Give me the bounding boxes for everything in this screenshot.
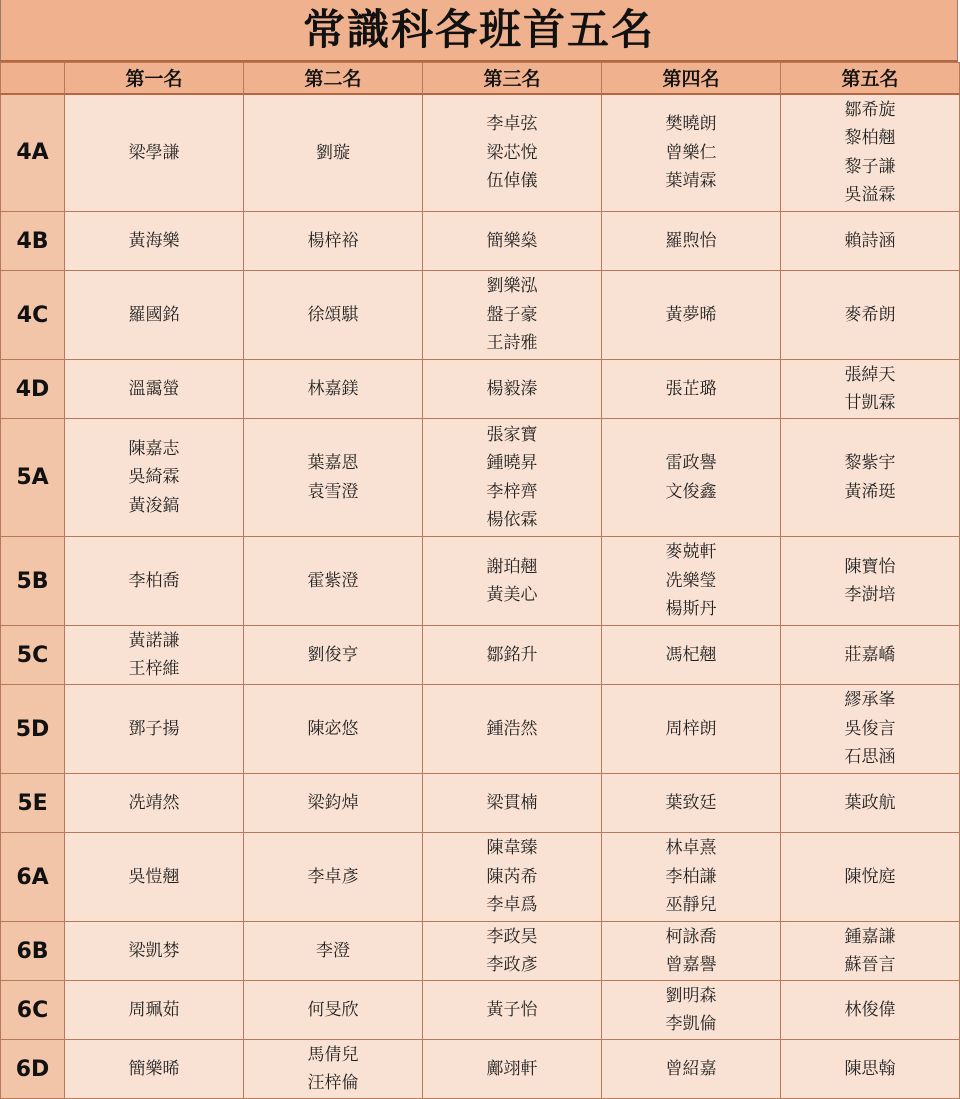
student-name: 劉璇 (316, 142, 350, 163)
name-list (602, 110, 780, 196)
name-list (423, 375, 601, 404)
student-name: 陳悅庭 (844, 866, 896, 887)
place-cell-third (423, 271, 602, 360)
student-name: 梁貫楠 (486, 792, 538, 813)
name-list (781, 789, 959, 818)
student-name: 陳芮希 (486, 866, 538, 887)
student-name: 周珮茹 (128, 999, 180, 1020)
place-cell-third (423, 94, 602, 212)
student-name: 李政彥 (486, 955, 538, 975)
class-label: 5D (1, 685, 65, 774)
student-name: 鄺翊軒 (486, 1058, 538, 1079)
student-name: 楊梓裕 (307, 230, 359, 251)
student-name: 黃諾謙 (128, 630, 180, 651)
place-cell-second (244, 212, 423, 271)
place-cell-fifth (781, 626, 960, 685)
student-name: 鄒希旋 (844, 99, 896, 120)
class-label: 5C (1, 626, 65, 685)
name-list (781, 863, 959, 892)
place-cell-second (244, 626, 423, 685)
place-cell-fifth (781, 94, 960, 212)
header-row (1, 63, 960, 94)
place-cell-fifth (781, 833, 960, 922)
class-label: 5E (1, 774, 65, 833)
place-cell-first (65, 1040, 244, 1099)
place-cell-third (423, 774, 602, 833)
name-list (781, 1055, 959, 1084)
student-name: 陳宓悠 (307, 718, 359, 739)
place-cell-first (65, 685, 244, 774)
student-name: 曾樂仁 (665, 142, 717, 163)
student-name: 麥兢軒 (665, 542, 717, 563)
name-list (602, 982, 780, 1039)
student-name: 石思涵 (844, 747, 896, 768)
name-list (602, 715, 780, 744)
student-name: 葉嘉恩 (307, 453, 359, 473)
student-name: 黃夢晞 (665, 304, 717, 325)
name-list (423, 996, 601, 1025)
name-list (602, 449, 780, 506)
place-cell-third (423, 626, 602, 685)
name-list (781, 923, 959, 980)
student-name: 莊嘉嶠 (844, 644, 896, 665)
place-cell-third (423, 833, 602, 922)
student-name: 黎紫宇 (844, 453, 896, 473)
table-row (1, 981, 960, 1040)
class-label: 4C (1, 271, 65, 360)
name-list (244, 567, 422, 596)
student-name: 盤子豪 (486, 304, 538, 325)
place-cell-first (65, 626, 244, 685)
name-list (65, 937, 243, 966)
student-name: 李凱倫 (665, 1014, 717, 1034)
student-name: 林卓熹 (665, 838, 717, 859)
name-list (423, 789, 601, 818)
name-list (602, 227, 780, 256)
student-name: 黃美心 (486, 585, 538, 605)
student-name: 冼靖然 (128, 792, 180, 813)
name-list (781, 301, 959, 330)
name-list (423, 923, 601, 980)
student-name: 鄧子揚 (128, 718, 180, 739)
place-cell-second (244, 774, 423, 833)
header-fourth-place: 第四名 (602, 63, 781, 94)
ranking-table (0, 62, 960, 1099)
place-cell-third (423, 685, 602, 774)
student-name: 李卓爲 (486, 895, 538, 916)
student-name: 梁學謙 (128, 142, 180, 163)
student-name: 繆承峯 (844, 690, 896, 711)
place-cell-fourth (602, 271, 781, 360)
header-third-place: 第三名 (423, 63, 602, 94)
student-name: 鍾浩然 (486, 718, 538, 739)
place-cell-fourth (602, 537, 781, 626)
name-list (65, 301, 243, 330)
class-label: 4B (1, 212, 65, 271)
student-name: 簡樂晞 (128, 1058, 180, 1079)
place-cell-fourth (602, 922, 781, 981)
header-second-place: 第二名 (244, 63, 423, 94)
student-name: 陳韋臻 (486, 838, 538, 859)
name-list (781, 361, 959, 418)
table-row (1, 626, 960, 685)
student-name: 陳寶怡 (844, 556, 896, 577)
name-list (65, 863, 243, 892)
student-name: 黃浚鎬 (128, 495, 180, 516)
student-name: 鄒銘升 (486, 644, 538, 665)
place-cell-fifth (781, 922, 960, 981)
student-name: 梁鈞焯 (307, 792, 359, 813)
student-name: 梁芯悅 (486, 142, 538, 163)
name-list (602, 834, 780, 920)
name-list (602, 375, 780, 404)
name-list (423, 641, 601, 670)
class-label: 4A (1, 94, 65, 212)
student-name: 吳俊言 (844, 718, 896, 739)
student-name: 林嘉鎂 (307, 378, 359, 399)
student-name: 巫靜兒 (665, 895, 717, 916)
name-list (423, 834, 601, 920)
student-name: 葉政航 (844, 792, 896, 813)
place-cell-third (423, 360, 602, 419)
place-cell-fifth (781, 537, 960, 626)
table-row (1, 774, 960, 833)
place-cell-second (244, 922, 423, 981)
table-row (1, 94, 960, 212)
name-list (65, 996, 243, 1025)
name-list (244, 641, 422, 670)
header-corner (1, 63, 65, 94)
student-name: 徐頌騏 (307, 304, 359, 325)
place-cell-fourth (602, 626, 781, 685)
student-name: 馮杞翹 (665, 644, 717, 665)
name-list (602, 789, 780, 818)
place-cell-first (65, 360, 244, 419)
name-list (244, 715, 422, 744)
name-list (65, 227, 243, 256)
table-row (1, 419, 960, 537)
student-name: 劉樂泓 (486, 276, 538, 297)
student-name: 雷政譽 (665, 453, 717, 473)
place-cell-second (244, 419, 423, 537)
student-name: 李卓弦 (486, 114, 538, 134)
table-row (1, 271, 960, 360)
table-row (1, 1040, 960, 1099)
student-name: 曾紹嘉 (665, 1058, 717, 1079)
name-list (244, 227, 422, 256)
student-name: 簡樂燊 (486, 230, 538, 251)
student-name: 甘凱霖 (844, 393, 896, 413)
name-list (781, 227, 959, 256)
student-name: 霍紫澄 (307, 570, 359, 591)
student-name: 梁凱棼 (128, 940, 180, 961)
place-cell-third (423, 922, 602, 981)
name-list (65, 715, 243, 744)
name-list (423, 553, 601, 610)
student-name: 樊曉朗 (665, 114, 717, 134)
student-name: 陳嘉志 (128, 438, 180, 459)
student-name: 麥希朗 (844, 304, 896, 325)
student-name: 溫靄螢 (128, 378, 180, 399)
student-name: 劉明森 (665, 985, 717, 1006)
name-list (244, 375, 422, 404)
student-name: 楊毅溱 (486, 378, 538, 399)
name-list (781, 96, 959, 210)
student-name: 李卓彥 (307, 866, 359, 887)
student-name: 葉靖霖 (665, 171, 717, 191)
place-cell-second (244, 360, 423, 419)
table-body (1, 94, 960, 1099)
name-list (423, 1055, 601, 1084)
name-list (65, 789, 243, 818)
student-name: 黎子謙 (844, 156, 896, 177)
table-row (1, 212, 960, 271)
name-list (65, 567, 243, 596)
place-cell-fourth (602, 981, 781, 1040)
place-cell-second (244, 685, 423, 774)
name-list (65, 139, 243, 168)
class-label: 6B (1, 922, 65, 981)
student-name: 張家寶 (486, 424, 538, 445)
name-list (244, 863, 422, 892)
place-cell-second (244, 1040, 423, 1099)
student-name: 黎柏翹 (844, 128, 896, 149)
student-name: 何旻欣 (307, 999, 359, 1020)
student-name: 葉致廷 (665, 792, 717, 813)
place-cell-fourth (602, 212, 781, 271)
student-name: 周梓朗 (665, 718, 717, 739)
student-name: 袁雪澄 (307, 481, 359, 502)
class-label: 6C (1, 981, 65, 1040)
place-cell-third (423, 212, 602, 271)
place-cell-third (423, 537, 602, 626)
student-name: 吳溢霖 (844, 185, 896, 206)
place-cell-first (65, 981, 244, 1040)
place-cell-first (65, 774, 244, 833)
place-cell-fourth (602, 833, 781, 922)
name-list (602, 538, 780, 624)
name-list (423, 227, 601, 256)
class-label: 6D (1, 1040, 65, 1099)
student-name: 李柏喬 (128, 570, 180, 591)
student-name: 汪梓倫 (307, 1073, 359, 1093)
student-name: 伍倬儀 (486, 171, 538, 191)
title-bar (1, 0, 957, 62)
student-name: 林俊偉 (844, 999, 896, 1020)
place-cell-fourth (602, 774, 781, 833)
name-list (602, 301, 780, 330)
name-list (602, 1055, 780, 1084)
student-name: 冼樂瑩 (665, 570, 717, 591)
student-name: 賴詩涵 (844, 230, 896, 251)
name-list (244, 1041, 422, 1098)
place-cell-first (65, 419, 244, 537)
name-list (244, 996, 422, 1025)
header-fifth-place: 第五名 (781, 63, 960, 94)
student-name: 謝珀翹 (486, 556, 538, 577)
place-cell-first (65, 94, 244, 212)
place-cell-fifth (781, 774, 960, 833)
place-cell-first (65, 212, 244, 271)
place-cell-second (244, 833, 423, 922)
place-cell-second (244, 271, 423, 360)
page-title: 常識科各班首五名 (302, 5, 655, 54)
place-cell-fifth (781, 685, 960, 774)
class-label: 5B (1, 537, 65, 626)
name-list (781, 996, 959, 1025)
name-list (244, 789, 422, 818)
student-name: 文俊鑫 (665, 481, 717, 502)
student-name: 李梓齊 (486, 481, 538, 502)
student-name: 鍾曉昇 (486, 453, 538, 473)
student-name: 吳愷翹 (128, 866, 180, 887)
place-cell-third (423, 1040, 602, 1099)
student-name: 楊依霖 (486, 510, 538, 530)
name-list (781, 686, 959, 772)
place-cell-third (423, 981, 602, 1040)
name-list (423, 110, 601, 196)
name-list (65, 435, 243, 521)
place-cell-second (244, 94, 423, 212)
place-cell-fourth (602, 360, 781, 419)
name-list (423, 272, 601, 358)
place-cell-fifth (781, 271, 960, 360)
name-list (781, 449, 959, 506)
place-cell-fifth (781, 360, 960, 419)
student-name: 吳綺霖 (128, 467, 180, 488)
student-name: 李柏謙 (665, 866, 717, 887)
place-cell-third (423, 419, 602, 537)
student-name: 李澍培 (844, 585, 896, 605)
place-cell-fifth (781, 1040, 960, 1099)
student-name: 王詩雅 (486, 333, 538, 354)
place-cell-first (65, 922, 244, 981)
name-list (602, 923, 780, 980)
student-name: 李政昊 (486, 926, 538, 947)
name-list (65, 1055, 243, 1084)
name-list (781, 553, 959, 610)
place-cell-fourth (602, 1040, 781, 1099)
place-cell-first (65, 271, 244, 360)
place-cell-first (65, 537, 244, 626)
name-list (244, 449, 422, 506)
place-cell-fifth (781, 419, 960, 537)
table-row (1, 833, 960, 922)
student-name: 楊斯丹 (665, 599, 717, 620)
place-cell-fourth (602, 419, 781, 537)
name-list (244, 937, 422, 966)
name-list (423, 421, 601, 535)
place-cell-first (65, 833, 244, 922)
place-cell-fourth (602, 685, 781, 774)
place-cell-fourth (602, 94, 781, 212)
student-name: 馬倩兒 (307, 1044, 359, 1065)
name-list (602, 641, 780, 670)
student-name: 曾嘉譽 (665, 955, 717, 975)
student-name: 黃子怡 (486, 999, 538, 1020)
student-name: 鍾嘉謙 (844, 926, 896, 947)
name-list (244, 301, 422, 330)
student-name: 陳思翰 (844, 1058, 896, 1079)
table-row (1, 537, 960, 626)
table-row (1, 922, 960, 981)
name-list (65, 627, 243, 684)
student-name: 羅國銘 (128, 304, 180, 325)
name-list (781, 641, 959, 670)
name-list (65, 375, 243, 404)
student-name: 王梓維 (128, 659, 180, 679)
student-name: 蘇晉言 (844, 955, 896, 975)
place-cell-second (244, 981, 423, 1040)
student-name: 李澄 (316, 940, 350, 961)
table-row (1, 685, 960, 774)
class-label: 4D (1, 360, 65, 419)
place-cell-fifth (781, 981, 960, 1040)
name-list (423, 715, 601, 744)
class-label: 6A (1, 833, 65, 922)
student-name: 張綽天 (844, 364, 896, 385)
student-name: 劉俊亨 (307, 644, 359, 665)
header-first-place: 第一名 (65, 63, 244, 94)
student-name: 張芷璐 (665, 378, 717, 399)
student-name: 柯詠喬 (665, 926, 717, 947)
place-cell-fifth (781, 212, 960, 271)
class-label: 5A (1, 419, 65, 537)
place-cell-second (244, 537, 423, 626)
student-name: 羅煦怡 (665, 230, 717, 251)
student-name: 黃浠珽 (844, 481, 896, 502)
name-list (244, 139, 422, 168)
student-name: 黃海樂 (128, 230, 180, 251)
table-row (1, 360, 960, 419)
